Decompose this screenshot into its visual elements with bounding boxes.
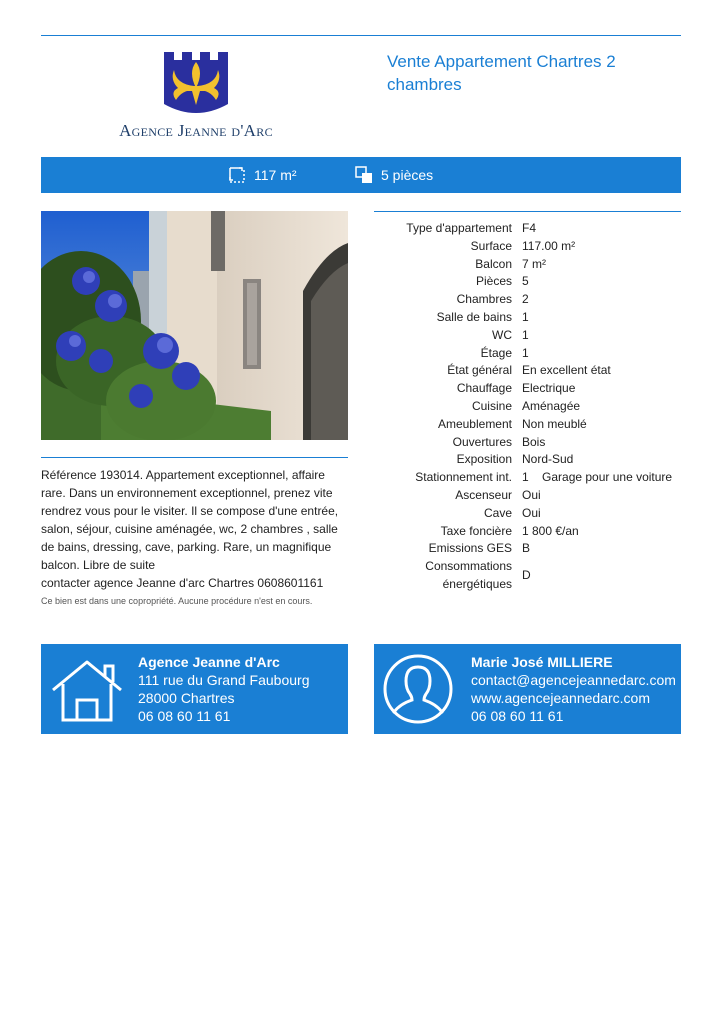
description-body: Référence 193014. Appartement exceptionnel, affaire rare. Dans un environnement exceptionnel, prenez vite rendrez vous pour le visiter. Il se compose d'une entrée, salon, séjour, cuisine aménagée, wc, 2 chambres , salle de bains, dressing, cave, parking. Rare, un magnifique balcon. Libre de suite [41, 468, 339, 572]
agent-name: Marie José MILLIERE [471, 654, 613, 670]
surface-stat [228, 157, 297, 193]
description [41, 466, 348, 609]
property-key: État général [447, 363, 512, 378]
property-value: 1 [522, 327, 529, 342]
property-row [374, 434, 681, 452]
agency-contact-details [138, 653, 310, 725]
listing-title: Vente Appartement Chartres 2 chambres [387, 52, 616, 94]
property-row [374, 451, 681, 469]
agent-contact-details [471, 653, 676, 725]
agency-logo [104, 48, 288, 144]
property-key: Stationnement int. [415, 470, 512, 485]
copro-disclaimer: Ce bien est dans une copropriété. Aucune procédure n'est en cours. [41, 596, 313, 606]
property-value: 1 [522, 309, 529, 324]
property-row [374, 523, 681, 541]
property-key: Balcon [475, 256, 512, 271]
property-value: 117.00 m² [522, 238, 576, 253]
property-key: Chambres [456, 292, 512, 307]
property-key: Étage [480, 345, 512, 360]
property-photo [41, 211, 348, 440]
property-key: Cave [483, 505, 512, 520]
property-value: 1 800 €/an [522, 523, 579, 538]
property-key: Ameublement [437, 416, 512, 431]
description-contact: contacter agence Jeanne d'arc Chartres 0608601161 [41, 576, 324, 590]
properties-table [374, 220, 681, 594]
agent-website[interactable]: www.agencejeannedarc.com [471, 690, 650, 706]
property-value: F4 [522, 221, 537, 235]
rooms-stat [355, 157, 433, 193]
property-row [374, 487, 681, 505]
property-row [374, 238, 681, 256]
property-value: B [522, 541, 531, 556]
property-value: 5 [522, 274, 529, 289]
property-row [374, 291, 681, 309]
property-key: Ouvertures [452, 434, 512, 449]
property-row [374, 345, 681, 363]
agent-email[interactable]: contact@agencejeannedarc.com [471, 672, 676, 688]
property-key: Exposition [456, 452, 512, 467]
logo-wordmark: Agence Jeanne d'Arc [119, 121, 273, 140]
agency-contact-card [41, 644, 348, 734]
property-value: Electrique [522, 381, 576, 396]
property-row [374, 256, 681, 274]
property-row [374, 273, 681, 291]
description-rule [41, 457, 348, 458]
rooms-value: 5 pièces [381, 167, 434, 183]
property-key: Emissions GES [428, 541, 512, 556]
property-value: 7 m² [522, 256, 546, 271]
property-value: Aménagée [522, 398, 581, 413]
property-row [374, 220, 681, 238]
property-row [374, 558, 681, 594]
property-value: 1 [522, 345, 529, 360]
agency-address: 111 rue du Grand Faubourg [138, 672, 310, 688]
property-value: 1 Garage pour une voiture [522, 470, 673, 485]
house-icon [49, 656, 125, 722]
property-key: Ascenseur [455, 487, 512, 502]
property-value: Nord-Sud [522, 452, 574, 467]
person-avatar-icon [382, 653, 454, 725]
property-key: Type d'appartement [406, 221, 512, 235]
property-value: 2 [522, 292, 529, 307]
agency-phone[interactable]: 06 08 60 11 61 [138, 708, 231, 724]
property-value: Oui [522, 505, 541, 520]
key-stats-bar [41, 157, 681, 193]
property-value: D [522, 568, 531, 583]
property-value: En excellent état [522, 363, 611, 378]
agency-name: Agence Jeanne d'Arc [138, 654, 280, 670]
property-key: Pièces [475, 274, 512, 289]
property-row [374, 309, 681, 327]
property-row [374, 540, 681, 558]
property-value: Bois [522, 434, 546, 449]
resize-area-icon [228, 166, 246, 184]
agent-phone[interactable]: 06 08 60 11 61 [471, 708, 564, 724]
property-key: Salle de bains [436, 309, 512, 324]
header-rule [41, 35, 681, 36]
property-key: Chauffage [456, 381, 512, 396]
property-value: Non meublé [522, 416, 587, 431]
property-key: WC [492, 327, 512, 342]
property-row [374, 398, 681, 416]
property-row [374, 327, 681, 345]
property-row [374, 505, 681, 523]
properties-rule [374, 211, 681, 212]
fleur-de-lis-crest-icon [104, 48, 288, 120]
agency-city: 28000 Chartres [138, 690, 235, 706]
property-row [374, 469, 681, 487]
property-key: Taxe foncière [440, 523, 512, 538]
property-key: Surface [470, 238, 512, 253]
property-row [374, 380, 681, 398]
rooms-squares-icon [355, 166, 373, 184]
property-key: Cuisine [471, 398, 512, 413]
property-value: Oui [522, 487, 541, 502]
surface-value: 117 m² [254, 167, 297, 183]
agent-contact-card [374, 644, 681, 734]
property-row [374, 416, 681, 434]
property-key: Consommations énergétiques [425, 559, 512, 591]
property-row [374, 362, 681, 380]
